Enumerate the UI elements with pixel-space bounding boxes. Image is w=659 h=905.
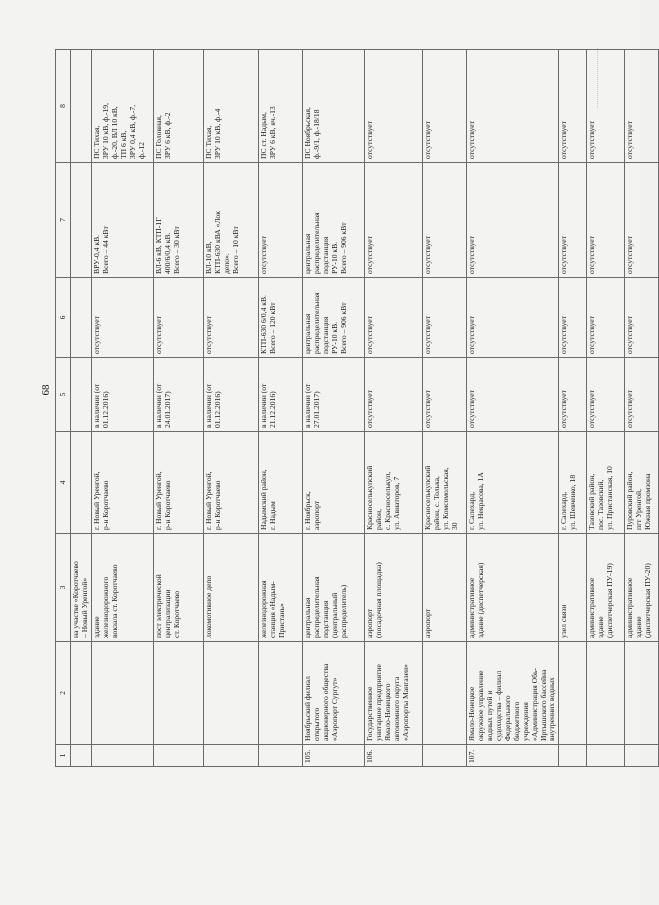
table-cell: г. Новый Уренгой, р-н Коротчаево (153, 432, 203, 534)
table-cell: ВЛ-10 кВ, КТП-630 кВА «Лок депо». Всего – 10 кВт (203, 163, 258, 278)
table-cell: 106. (364, 745, 422, 767)
page-number: 68 (40, 384, 52, 396)
header-cell: 3 (56, 534, 71, 642)
table-cell: ПС Головная, ЗРУ 6 кВ, ф.-2 (153, 50, 203, 163)
table-cell (153, 745, 203, 767)
table-cell (587, 745, 625, 767)
table-cell: отсутствует (587, 50, 625, 163)
header-cell: 7 (56, 163, 71, 278)
table-cell (71, 642, 92, 745)
table-cell (71, 163, 92, 278)
table-cell: отсутствует (559, 163, 587, 278)
table-cell: ПС Тихая, ЗРУ 10 кВ, ф.-19, ф.-20, ВЛ 10 кВ, ТП 6 кВ, ЗРУ 0,4 кВ, ф.-7, ф.-12 (91, 50, 153, 163)
table-row (91, 50, 153, 767)
table-cell: отсутствует (625, 358, 659, 432)
table-cell (559, 745, 587, 767)
table-cell: центральная распределительная подстанция (центральный распределитель) (302, 534, 364, 642)
header-cell: 1 (56, 745, 71, 767)
table-cell: в наличии (от 24.01.2017) (153, 358, 203, 432)
table-cell: отсутствует (364, 278, 422, 358)
table-cell: Государственное унитарное предприятие Ямало-Ненецкого автономного округа «Аэропорты Мангазеи» (364, 642, 422, 745)
table-cell: отсутствует (422, 358, 466, 432)
table-cell: Ноябрьский филиал открытого акционерного общества «Аэропорт Сургут» (302, 642, 364, 745)
table-row (422, 50, 466, 767)
table-cell: отсутствует (466, 163, 559, 278)
table-cell: административное здание (диспетчерская) (466, 534, 559, 642)
table-cell (258, 745, 302, 767)
table-row (203, 50, 258, 767)
table-header-row (56, 50, 71, 767)
table-cell: отсутствует (203, 278, 258, 358)
table-cell (258, 642, 302, 745)
table-cell (422, 642, 466, 745)
table-cell: отсутствует (625, 163, 659, 278)
table-cell: отсутствует (466, 278, 559, 358)
table-cell: отсутствует (364, 358, 422, 432)
table-row (258, 50, 302, 767)
table-cell: отсутствует (559, 358, 587, 432)
table-row (71, 50, 92, 767)
header-cell: 8 (56, 50, 71, 163)
table-row (302, 50, 364, 767)
table-cell: 107. (466, 745, 559, 767)
table-cell: аэропорт (посадочная площадка) (364, 534, 422, 642)
table-cell: ПС Тихая, ЗРУ 10 кВ, ф.-4 (203, 50, 258, 163)
table-cell: Красноселькупский район, с. Толька, ул. Комсомольская, 30 (422, 432, 466, 534)
table-cell (71, 432, 92, 534)
table-cell: г. Салехард, ул. Шевченко, 18 (559, 432, 587, 534)
table-cell: узел связи (559, 534, 587, 642)
table-row (625, 50, 659, 767)
table-cell: Тазовский район, пос. Тазовский, ул. Пристанская, 10 (587, 432, 625, 534)
table-cell: центральная распределительная подстанция РУ-10 кВ. Всего – 906 кВт (302, 163, 364, 278)
table-cell: отсутствует (587, 358, 625, 432)
table-cell (71, 50, 92, 163)
table-cell: центральная распределительная подстанция РУ-10 кВ. Всего – 906 кВт (302, 278, 364, 358)
data-table (55, 49, 659, 767)
table-cell: железнодорожная станция «Надым- Пристань» (258, 534, 302, 642)
table-cell (587, 642, 625, 745)
table-cell: пост электрической централизации ст. Коротчаево (153, 534, 203, 642)
table-cell: КТП-630 6/0,4 кВ. Всего – 120 кВт (258, 278, 302, 358)
table-cell: отсутствует (625, 50, 659, 163)
table-cell (71, 358, 92, 432)
header-cell: 6 (56, 278, 71, 358)
table-cell (203, 642, 258, 745)
table-row (364, 50, 422, 767)
table-cell: локомотивное депо (203, 534, 258, 642)
table-cell: Красноселькупский район, с. Красноселькуп, ул. Авиаторов, 7 (364, 432, 422, 534)
table-cell (91, 642, 153, 745)
table-cell: ПС ст. Надым, ЗРУ 6 кВ, яч.-13 (258, 50, 302, 163)
table-cell: ВРУ-0,4 кВ. Всего – 44 кВт (91, 163, 153, 278)
table-cell: отсутствует (258, 163, 302, 278)
table-cell: отсутствует (91, 278, 153, 358)
table-cell: отсутствует (466, 358, 559, 432)
table-cell: отсутствует (559, 50, 587, 163)
table-cell: 105. (302, 745, 364, 767)
table-cell: Ямало-Ненецкое окружное управление водных путей и судоходства – филиал Федерального бюджетного учреждения «Администрация Обь- Иртышского бассейна внутренних водных (466, 642, 559, 745)
table-cell: отсутствует (422, 163, 466, 278)
table-cell: г. Новый Уренгой, р-н Коротчаево (91, 432, 153, 534)
table-cell: в наличии (от 27.01.2017) (302, 358, 364, 432)
table-cell: г. Ноябрьск, аэропорт (302, 432, 364, 534)
table-cell (422, 745, 466, 767)
table-cell: в наличии (от 01.12.2016) (203, 358, 258, 432)
header-cell: 5 (56, 358, 71, 432)
table-cell: отсутствует (153, 278, 203, 358)
table-cell: на участке «Коротчаево – Новый Уренгой» (71, 534, 92, 642)
table-cell: здание железнодорожного вокзала ст. Коротчаево (91, 534, 153, 642)
table-row (466, 50, 559, 767)
table-cell: в наличии (от 21.12.2016) (258, 358, 302, 432)
table-cell: г. Салехард, ул. Некрасова, 1А (466, 432, 559, 534)
table-cell: ПС Ноябрьская, ф.-9/1, ф.-18/18 (302, 50, 364, 163)
rotated-table-container (55, 50, 653, 767)
table-cell (559, 642, 587, 745)
table-cell: отсутствует (625, 278, 659, 358)
table-cell: в наличии (от 01.12.2016) (91, 358, 153, 432)
header-cell: 4 (56, 432, 71, 534)
table-cell: отсутствует (422, 50, 466, 163)
header-cell: 2 (56, 642, 71, 745)
table-cell (71, 745, 92, 767)
table-cell (71, 278, 92, 358)
table-cell: ВЛ-6 кВ, КТП-1Г 400/6/0,4 кВ. Всего – 30 кВт (153, 163, 203, 278)
table-cell: г. Новый Уренгой, р-н Коротчаево (203, 432, 258, 534)
table-cell: аэропорт (422, 534, 466, 642)
table-row (587, 50, 625, 767)
table-cell (153, 642, 203, 745)
table-cell (91, 745, 153, 767)
table-cell (203, 745, 258, 767)
table-cell: административное здание (диспетчерская ПУ-20) (625, 534, 659, 642)
table-row (153, 50, 203, 767)
table-cell: Пуровский район, пгт Уренгой, Южная промзона (625, 432, 659, 534)
table-cell: отсутствует (587, 163, 625, 278)
table-cell (625, 745, 659, 767)
table-cell: отсутствует (364, 50, 422, 163)
table-cell: отсутствует (422, 278, 466, 358)
table-cell: отсутствует (559, 278, 587, 358)
table-cell: отсутствует (466, 50, 559, 163)
table-cell: административное здание (диспетчерская ПУ-19) (587, 534, 625, 642)
table-cell: отсутствует (364, 163, 422, 278)
table-cell: отсутствует (587, 278, 625, 358)
table-cell: Надымский район, г. Надым (258, 432, 302, 534)
table-row (559, 50, 587, 767)
table-cell (625, 642, 659, 745)
